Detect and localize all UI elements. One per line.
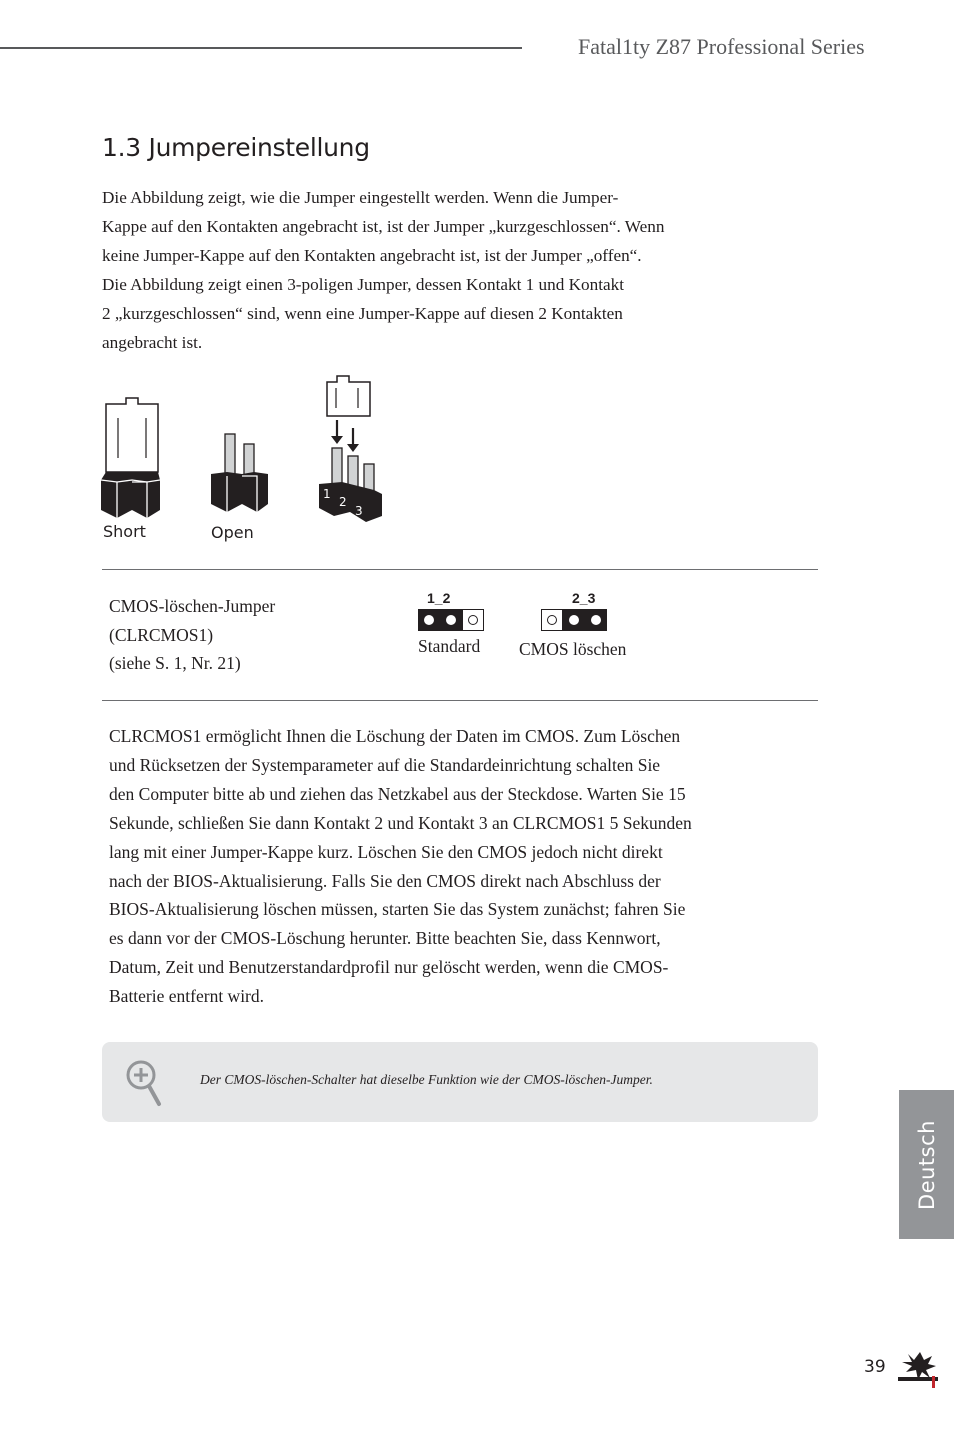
jumper-name-line: CMOS-löschen-Jumper <box>109 596 276 616</box>
intro-line: keine Jumper-Kappe auf den Kontakten angebracht ist, ist der Jumper „offen“. <box>102 246 642 265</box>
open-jumper <box>211 434 268 512</box>
jumper-name-line: (siehe S. 1, Nr. 21) <box>109 653 241 673</box>
pin-header <box>418 609 484 631</box>
jumper-name <box>109 592 275 678</box>
body-paragraph <box>109 722 809 1011</box>
pin-shorted <box>585 609 607 631</box>
intro-line: Kappe auf den Kontakten angebracht ist, ist der Jumper „kurzgeschlossen“. Wenn <box>102 217 665 236</box>
fatal1ty-logo <box>894 1350 946 1390</box>
intro-line: 2 „kurzgeschlossen“ sind, wenn eine Jumper-Kappe auf diesen 2 Kontakten <box>102 304 623 323</box>
pin-number: 3 <box>355 504 363 518</box>
body-line: den Computer bitte ab und ziehen das Netzkabel aus der Steckdose. Warten Sie 15 <box>109 783 686 804</box>
series-title: Fatal1ty Z87 Professional Series <box>578 34 865 59</box>
body-line: Batterie entfernt wird. <box>109 986 265 1007</box>
magnifier-plus-icon <box>124 1058 168 1108</box>
pin-open <box>462 609 484 631</box>
body-line: BIOS-Aktualisierung löschen müssen, starten Sie das System zunächst; fahren Sie <box>109 899 686 920</box>
pin-number: 1 <box>323 487 331 501</box>
body-line: Datum, Zeit und Benutzerstandardprofil nur gelöscht werden, wenn die CMOS- <box>109 957 669 978</box>
short-jumper <box>101 398 160 518</box>
intro-line: Die Abbildung zeigt einen 3-poligen Jumper, dessen Kontakt 1 und Kontakt <box>102 275 625 294</box>
body-line: nach der BIOS-Aktualisierung. Falls Sie den CMOS direkt nach Abschluss der <box>109 870 661 891</box>
pinset-caption: CMOS löschen <box>519 639 627 659</box>
pins-label: 2_3 <box>572 590 596 606</box>
body-line: lang mit einer Jumper-Kappe kurz. Löschen Sie den CMOS jedoch nicht direkt <box>109 841 663 862</box>
note-box <box>102 1042 818 1122</box>
body-line: es dann vor der CMOS-Löschung herunter. Bitte beachten Sie, dass Kennwort, <box>109 928 661 949</box>
intro-line: Die Abbildung zeigt, wie die Jumper eingestellt werden. Wenn die Jumper- <box>102 188 619 207</box>
table-rule-bottom <box>102 700 818 701</box>
jumper-figure <box>96 372 396 552</box>
short-label: Short <box>103 522 146 541</box>
pin-shorted <box>563 609 585 631</box>
pins-label: 1_2 <box>427 590 451 606</box>
page-number: 39 <box>864 1357 886 1377</box>
open-label: Open <box>211 523 254 542</box>
intro-line: angebracht ist. <box>102 333 203 352</box>
pin-open <box>541 609 563 631</box>
language-tab-label: Deutsch <box>914 1119 939 1210</box>
jumper-name-line: (CLRCMOS1) <box>109 624 214 645</box>
body-line: Sekunde, schließen Sie dann Kontakt 2 und Kontakt 3 an CLRCMOS1 5 Sekunden <box>109 812 692 833</box>
pin-shorted <box>418 609 440 631</box>
section-title: 1.3 Jumpereinstellung <box>102 133 370 162</box>
clear-cmos-pinset <box>519 590 659 670</box>
body-line: CLRCMOS1 ermöglicht Ihnen die Löschung der Daten im CMOS. Zum Löschen <box>109 726 681 746</box>
note-text: Der CMOS-löschen-Schalter hat dieselbe Funktion wie der CMOS-löschen-Jumper. <box>200 1072 653 1087</box>
pin-number: 2 <box>339 495 347 509</box>
jumper-illustration <box>96 372 396 532</box>
body-line: und Rücksetzen der Systemparameter auf die Standardeinrichtung schalten Sie <box>109 754 661 775</box>
header-rule <box>0 47 522 49</box>
pin-header <box>541 609 607 631</box>
pinset-caption: Standard <box>418 636 481 656</box>
language-tab <box>899 1090 954 1239</box>
intro-paragraph <box>102 183 762 357</box>
table-rule-top <box>102 569 818 570</box>
pin-shorted <box>440 609 462 631</box>
